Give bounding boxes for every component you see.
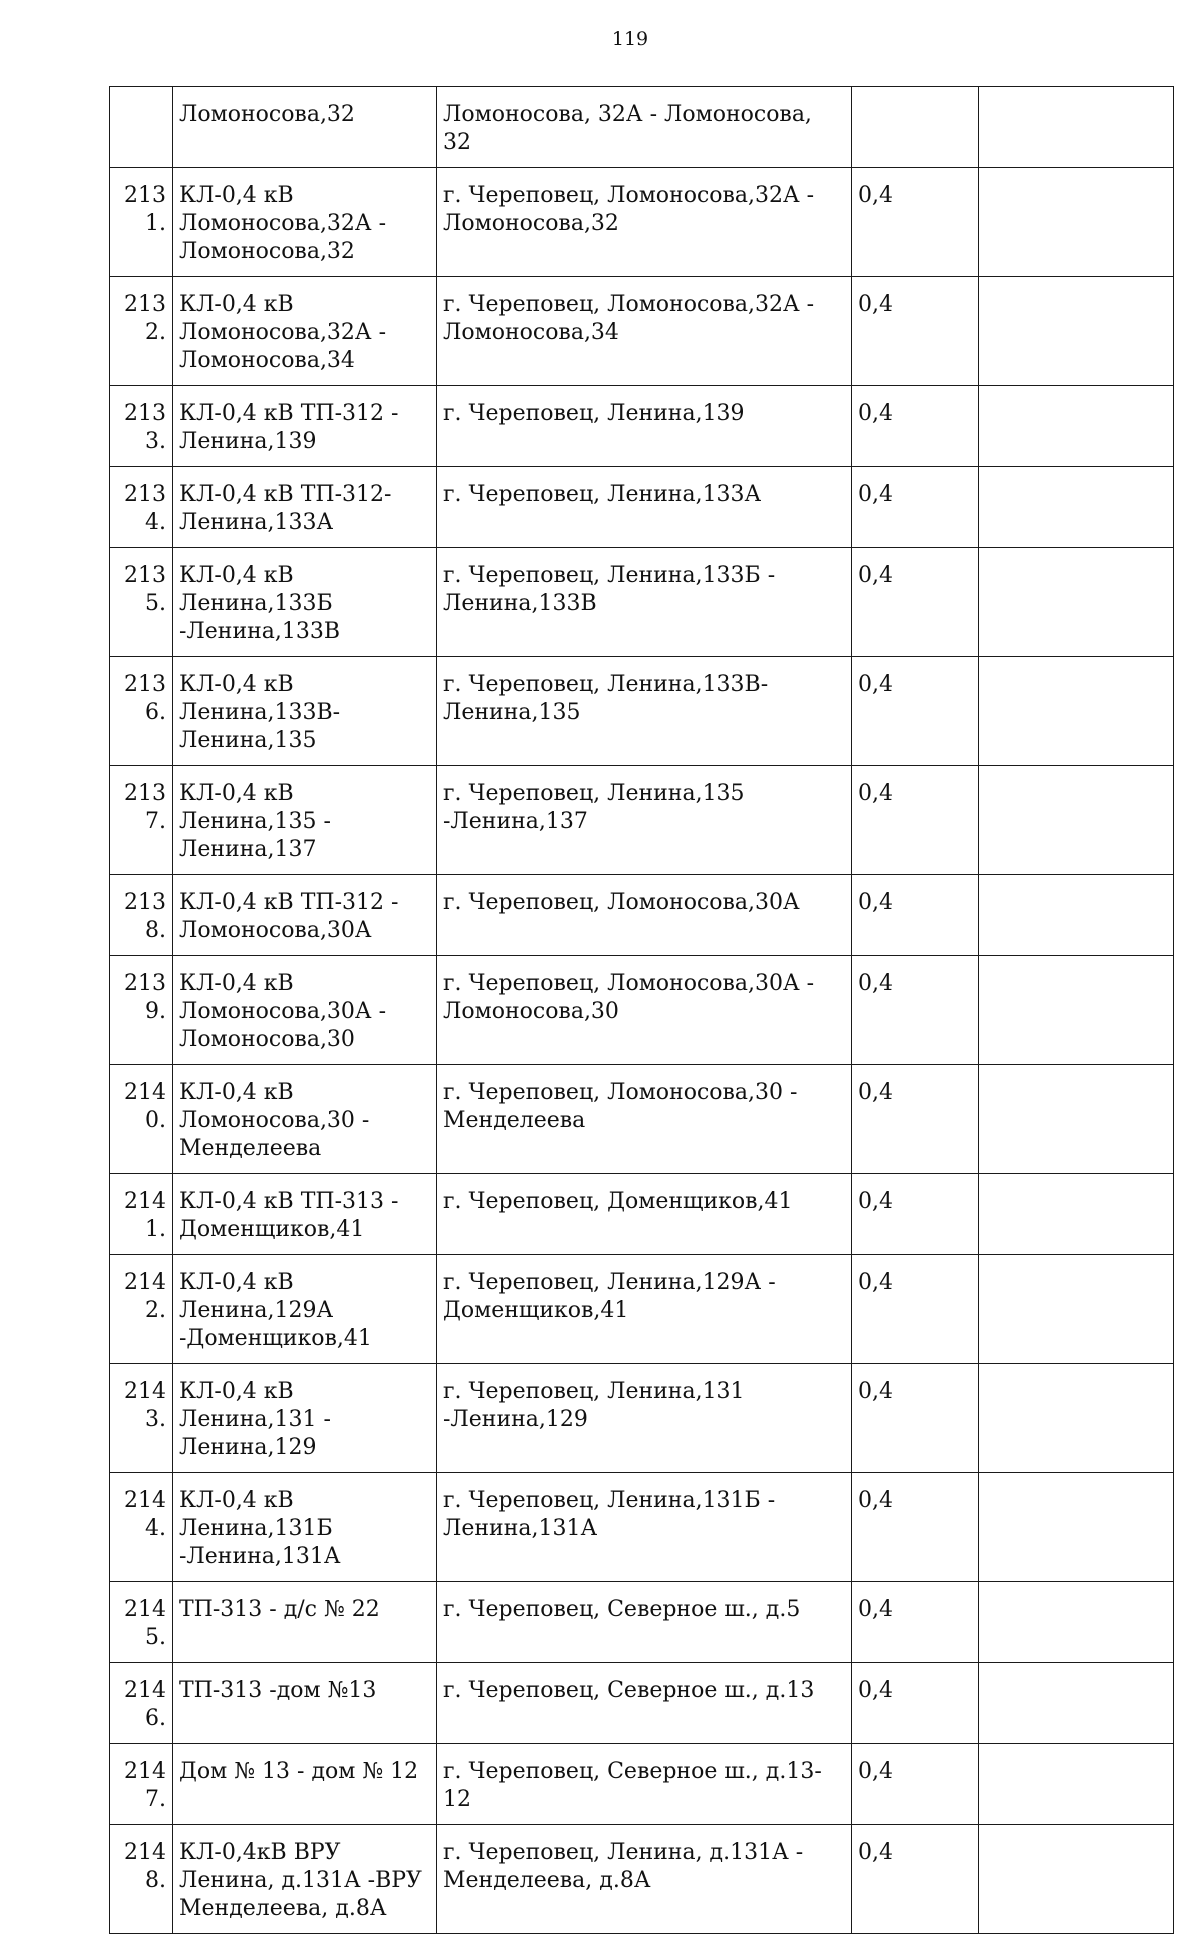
line-name-cell: КЛ-0,4 кВ ТП-313 - Доменщиков,41 (173, 1174, 437, 1255)
table-row (110, 548, 1174, 657)
voltage-cell: 0,4 (852, 548, 979, 657)
table-body (110, 87, 1174, 1934)
row-number-cell: 2132. (110, 277, 173, 386)
line-name-cell: ТП-313 -дом №13 (173, 1663, 437, 1744)
voltage-cell: 0,4 (852, 1582, 979, 1663)
address-cell: г. Череповец, Ленина,131 -Ленина,129 (437, 1364, 852, 1473)
line-name-cell: Ломоносова,32 (173, 87, 437, 168)
page-number: 119 (611, 28, 649, 50)
row-number-cell: 2138. (110, 875, 173, 956)
voltage-cell: 0,4 (852, 875, 979, 956)
address-cell: г. Череповец, Ленина,135 -Ленина,137 (437, 766, 852, 875)
note-cell (979, 277, 1174, 386)
note-cell (979, 1582, 1174, 1663)
address-cell: г. Череповец, Северное ш., д.5 (437, 1582, 852, 1663)
address-cell: г. Череповец, Ленина,139 (437, 386, 852, 467)
table-row (110, 766, 1174, 875)
line-name-cell: КЛ-0,4 кВ Ломоносова,30 - Менделеева (173, 1065, 437, 1174)
address-cell: г. Череповец, Ленина,133В- Ленина,135 (437, 657, 852, 766)
table-row (110, 1582, 1174, 1663)
row-number-cell: 2134. (110, 467, 173, 548)
voltage-cell: 0,4 (852, 1255, 979, 1364)
voltage-cell: 0,4 (852, 386, 979, 467)
row-number-cell: 2142. (110, 1255, 173, 1364)
address-cell: г. Череповец, Ломоносова,30А - Ломоносова,30 (437, 956, 852, 1065)
address-cell: г. Череповец, Северное ш., д.13-12 (437, 1744, 852, 1825)
line-name-cell: КЛ-0,4кВ ВРУ Ленина, д.131А -ВРУ Менделеева, д.8А (173, 1825, 437, 1934)
line-name-cell: КЛ-0,4 кВ Ломоносова,32А - Ломоносова,32 (173, 168, 437, 277)
voltage-cell: 0,4 (852, 467, 979, 548)
note-cell (979, 1065, 1174, 1174)
address-cell: Ломоносова, 32А - Ломоносова, 32 (437, 87, 852, 168)
row-number-cell: 2136. (110, 657, 173, 766)
note-cell (979, 87, 1174, 168)
table-row (110, 1174, 1174, 1255)
note-cell (979, 1663, 1174, 1744)
table-row (110, 87, 1174, 168)
row-number-cell (110, 87, 173, 168)
table-row (110, 1744, 1174, 1825)
note-cell (979, 168, 1174, 277)
address-cell: г. Череповец, Ломоносова,30А (437, 875, 852, 956)
voltage-cell: 0,4 (852, 1174, 979, 1255)
table-row (110, 386, 1174, 467)
table-row (110, 467, 1174, 548)
line-name-cell: КЛ-0,4 кВ Ленина,129А -Доменщиков,41 (173, 1255, 437, 1364)
address-cell: г. Череповец, Ленина,133Б - Ленина,133В (437, 548, 852, 657)
note-cell (979, 1255, 1174, 1364)
table-row (110, 1663, 1174, 1744)
row-number-cell: 2141. (110, 1174, 173, 1255)
row-number-cell: 2144. (110, 1473, 173, 1582)
table-row (110, 168, 1174, 277)
note-cell (979, 1364, 1174, 1473)
line-name-cell: КЛ-0,4 кВ ТП-312 - Ломоносова,30А (173, 875, 437, 956)
line-name-cell: КЛ-0,4 кВ Ленина,135 - Ленина,137 (173, 766, 437, 875)
table-row (110, 1364, 1174, 1473)
row-number-cell: 2145. (110, 1582, 173, 1663)
row-number-cell: 2135. (110, 548, 173, 657)
note-cell (979, 1473, 1174, 1582)
note-cell (979, 657, 1174, 766)
line-name-cell: КЛ-0,4 кВ Ломоносова,30А - Ломоносова,30 (173, 956, 437, 1065)
table-row (110, 277, 1174, 386)
voltage-cell: 0,4 (852, 657, 979, 766)
voltage-cell: 0,4 (852, 766, 979, 875)
line-name-cell: КЛ-0,4 кВ ТП-312- Ленина,133А (173, 467, 437, 548)
row-number-cell: 2131. (110, 168, 173, 277)
note-cell (979, 386, 1174, 467)
table-row (110, 1065, 1174, 1174)
note-cell (979, 467, 1174, 548)
address-cell: г. Череповец, Ленина,129А - Доменщиков,41 (437, 1255, 852, 1364)
table-row (110, 875, 1174, 956)
address-cell: г. Череповец, Доменщиков,41 (437, 1174, 852, 1255)
address-cell: г. Череповец, Ленина,133А (437, 467, 852, 548)
voltage-cell: 0,4 (852, 1473, 979, 1582)
note-cell (979, 766, 1174, 875)
line-name-cell: ТП-313 - д/с № 22 (173, 1582, 437, 1663)
line-name-cell: КЛ-0,4 кВ Ленина,131 - Ленина,129 (173, 1364, 437, 1473)
row-number-cell: 2133. (110, 386, 173, 467)
line-name-cell: Дом № 13 - дом № 12 (173, 1744, 437, 1825)
line-name-cell: КЛ-0,4 кВ Ломоносова,32А - Ломоносова,34 (173, 277, 437, 386)
voltage-cell (852, 87, 979, 168)
row-number-cell: 2140. (110, 1065, 173, 1174)
address-cell: г. Череповец, Ломоносова,32А - Ломоносова,32 (437, 168, 852, 277)
table-row (110, 657, 1174, 766)
voltage-cell: 0,4 (852, 1065, 979, 1174)
table-row (110, 1473, 1174, 1582)
row-number-cell: 2143. (110, 1364, 173, 1473)
address-cell: г. Череповец, Ломоносова,30 - Менделеева (437, 1065, 852, 1174)
voltage-cell: 0,4 (852, 1825, 979, 1934)
note-cell (979, 956, 1174, 1065)
voltage-cell: 0,4 (852, 1663, 979, 1744)
address-cell: г. Череповец, Ленина,131Б - Ленина,131А (437, 1473, 852, 1582)
table-row (110, 956, 1174, 1065)
voltage-cell: 0,4 (852, 1364, 979, 1473)
note-cell (979, 875, 1174, 956)
line-name-cell: КЛ-0,4 кВ ТП-312 - Ленина,139 (173, 386, 437, 467)
address-cell: г. Череповец, Ленина, д.131А - Менделеева, д.8А (437, 1825, 852, 1934)
row-number-cell: 2146. (110, 1663, 173, 1744)
line-name-cell: КЛ-0,4 кВ Ленина,131Б -Ленина,131А (173, 1473, 437, 1582)
row-number-cell: 2137. (110, 766, 173, 875)
row-number-cell: 2147. (110, 1744, 173, 1825)
table-row (110, 1255, 1174, 1364)
row-number-cell: 2139. (110, 956, 173, 1065)
note-cell (979, 1825, 1174, 1934)
voltage-cell: 0,4 (852, 1744, 979, 1825)
address-cell: г. Череповец, Ломоносова,32А - Ломоносова,34 (437, 277, 852, 386)
voltage-cell: 0,4 (852, 168, 979, 277)
note-cell (979, 1174, 1174, 1255)
note-cell (979, 1744, 1174, 1825)
voltage-cell: 0,4 (852, 277, 979, 386)
voltage-cell: 0,4 (852, 956, 979, 1065)
line-name-cell: КЛ-0,4 кВ Ленина,133В- Ленина,135 (173, 657, 437, 766)
line-name-cell: КЛ-0,4 кВ Ленина,133Б -Ленина,133В (173, 548, 437, 657)
cable-lines-table (109, 86, 1174, 1934)
note-cell (979, 548, 1174, 657)
row-number-cell: 2148. (110, 1825, 173, 1934)
table-row (110, 1825, 1174, 1934)
address-cell: г. Череповец, Северное ш., д.13 (437, 1663, 852, 1744)
